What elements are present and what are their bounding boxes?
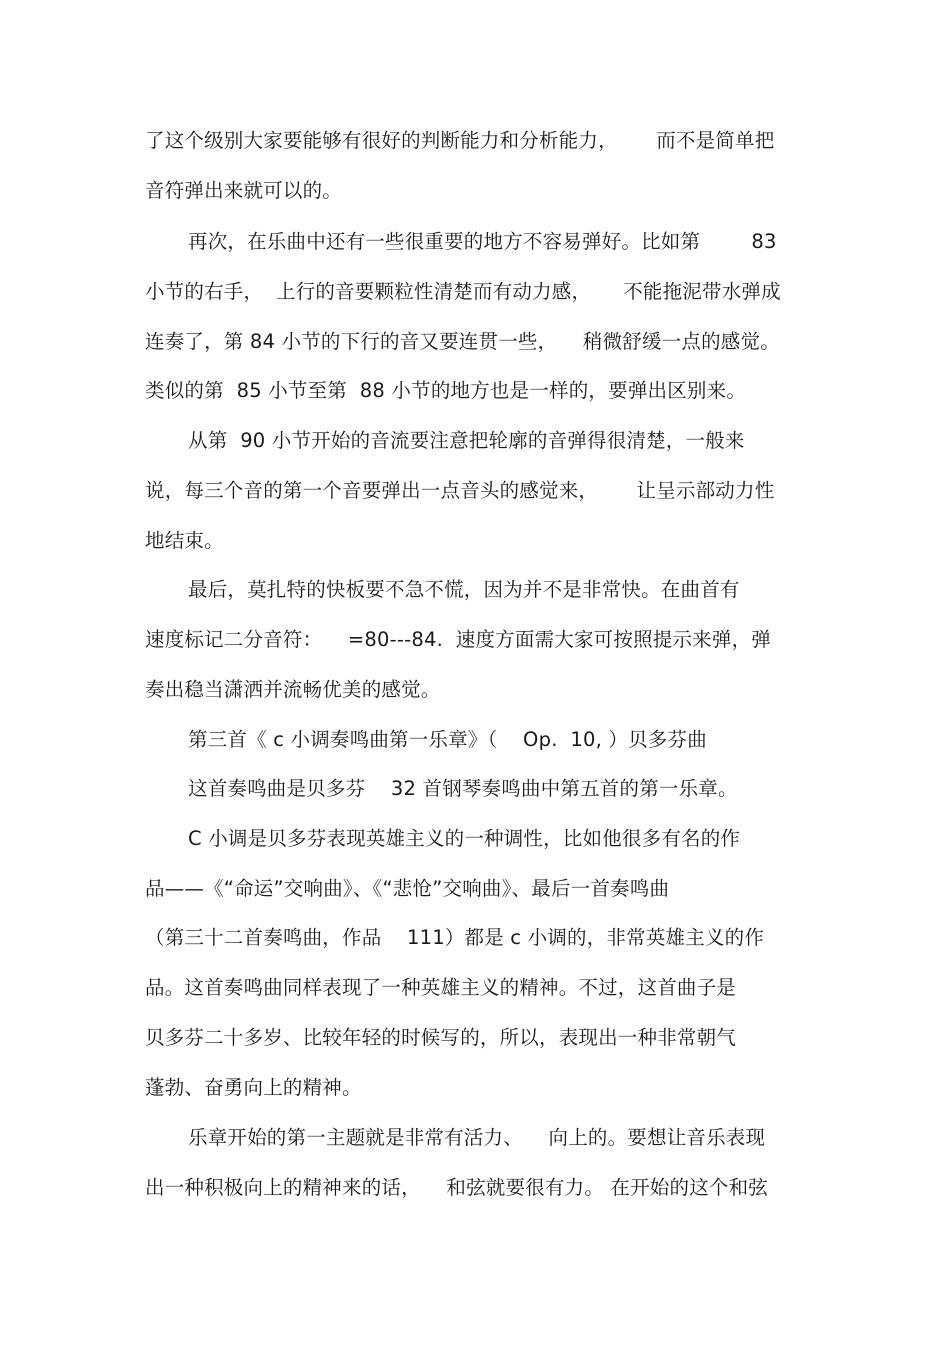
paragraph-start: 再次，在乐曲中还有一些很重要的地方不容易弹好。比如第 83	[188, 230, 777, 253]
text-line: 蓬勃、奋勇向上的精神。	[145, 1076, 362, 1099]
text-line: 音符弹出来就可以的。	[145, 179, 343, 202]
text-line: 出一种积极向上的精神来的话， 和弦就要很有力。 在开始的这个和弦	[145, 1176, 768, 1199]
text-line: 速度标记二分音符： =80---84. 速度方面需大家可按照提示来弹，弹	[145, 628, 771, 651]
text-line: 地结束。	[145, 529, 224, 552]
paragraph-start: C 小调是贝多芬表现英雄主义的一种调性，比如他很多有名的作	[188, 827, 741, 850]
text-line: 小节的右手， 上行的音要颗粒性清楚而有动力感， 不能拖泥带水弹成	[145, 280, 781, 303]
text-line: 连奏了，第 84 小节的下行的音又要连贯一些， 稍微舒缓一点的感觉。	[145, 330, 780, 353]
paragraph-start: 这首奏鸣曲是贝多芬 32 首钢琴奏鸣曲中第五首的第一乐章。	[188, 777, 738, 800]
text-line: 类似的第 85 小节至第 88 小节的地方也是一样的，要弹出区别来。	[145, 379, 747, 402]
text-line: 品——《“命运”交响曲》、《“悲怆”交响曲》、最后一首奏鸣曲	[145, 877, 670, 900]
paragraph-start: 从第 90 小节开始的音流要注意把轮廓的音弹得很清楚，一般来	[188, 429, 745, 452]
text-line: 品。这首奏鸣曲同样表现了一种英雄主义的精神。不过，这首曲子是	[145, 976, 737, 999]
paragraph-start: 乐章开始的第一主题就是非常有活力、 向上的。要想让音乐表现	[188, 1126, 766, 1149]
paragraph-start: 最后，莫扎特的快板要不急不慌，因为并不是非常快。在曲首有	[188, 578, 740, 601]
text-line: （第三十二首奏鸣曲，作品 111）都是 c 小调的，非常英雄主义的作	[145, 926, 765, 949]
text-line: 说，每三个音的第一个音要弹出一点音头的感觉来， 让呈示部动力性	[145, 479, 775, 502]
text-line: 了这个级别大家要能够有很好的判断能力和分析能力， 而不是简单把	[145, 129, 775, 152]
text-line: 奏出稳当潇洒并流畅优美的感觉。	[145, 678, 441, 701]
text-line: 贝多芬二十多岁、比较年轻的时候写的，所以，表现出一种非常朝气	[145, 1026, 737, 1049]
section-heading: 第三首《 c 小调奏鸣曲第一乐章》（ Op. 10, ）贝多芬曲	[188, 728, 707, 751]
